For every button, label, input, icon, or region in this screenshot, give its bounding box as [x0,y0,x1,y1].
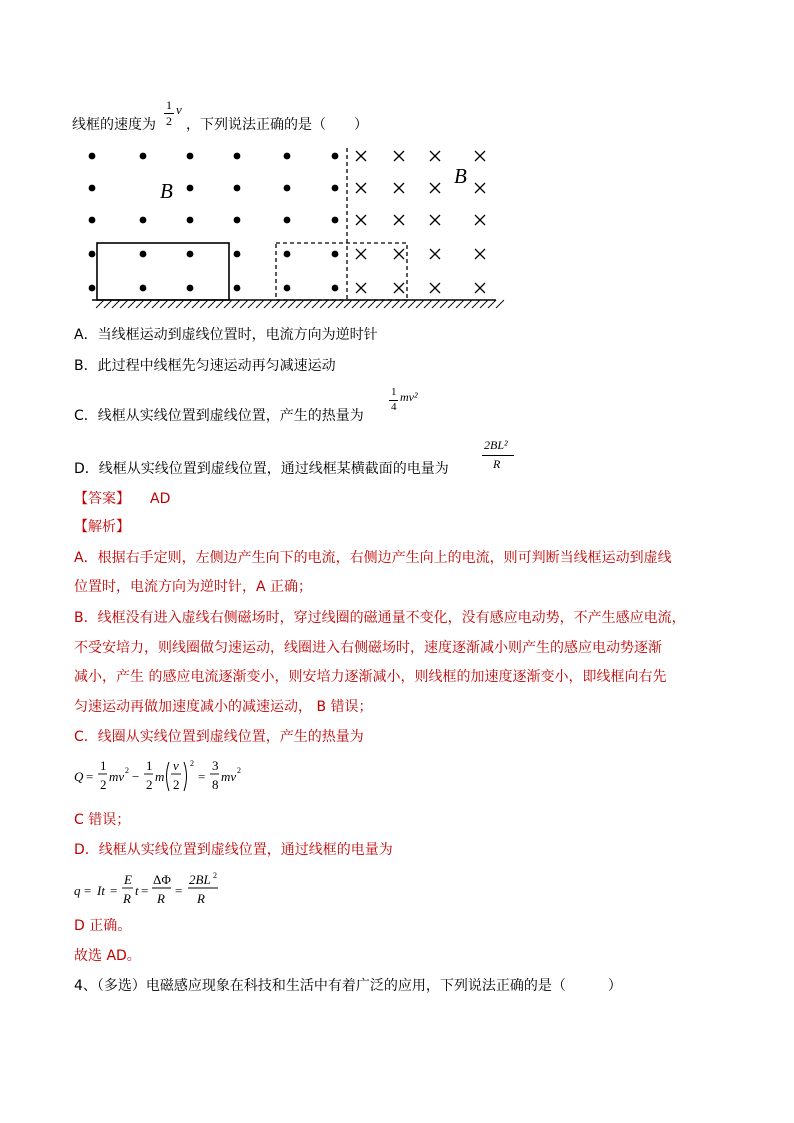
hatch-stroke [448,300,456,308]
svg-text:3: 3 [212,758,219,773]
field-dot [89,285,96,292]
field-dot [140,285,147,292]
hatch-stroke [232,300,240,308]
field-dot [284,153,291,160]
ground-hatching [96,300,504,308]
hatch-stroke [328,300,336,308]
next-question: 4、（多选）电磁感应现象在科技和生活中有着广泛的应用，下列说法正确的是（ ） [74,978,622,994]
frac-variable: v [176,102,182,117]
hatch-stroke [152,300,160,308]
field-cross [430,283,440,293]
field-dot [187,251,194,258]
svg-text:m: m [155,769,165,784]
hatch-stroke [200,300,208,308]
svg-text:t: t [135,883,139,898]
svg-text:2: 2 [100,777,107,792]
field-dot [140,153,147,160]
answer-value: AD [150,491,171,507]
analysis-line-6: 匀速运动再做加速度减小的减速运动， B 错误； [74,699,373,715]
hatch-stroke [352,300,360,308]
hatch-stroke [320,300,328,308]
svg-text:q: q [74,883,81,898]
svg-text:1: 1 [100,758,107,773]
field-cross [394,283,404,293]
svg-text:R: R [157,891,165,906]
field-dot [89,251,96,258]
field-dot [332,251,339,258]
hatch-stroke [296,300,304,308]
coil-solid-position [97,243,229,300]
hatch-stroke [264,300,272,308]
svg-text:Q: Q [74,769,84,784]
hatch-stroke [136,300,144,308]
field-dot [234,251,241,258]
option-d: D．线框从实线位置到虚线位置，通过线框某横截面的电量为 [74,461,449,477]
hatch-stroke [96,300,104,308]
svg-text:It: It [97,883,105,898]
field-cross [430,249,440,259]
field-dot [284,217,291,224]
field-cross [475,151,485,161]
field-cross [356,283,366,293]
answer-label: 【答案】 [74,491,130,507]
field-cross [475,215,485,225]
hatch-stroke [360,300,368,308]
analysis-conclusion: 故选 AD。 [74,948,141,964]
hatch-stroke [216,300,224,308]
magnetic-field-diagram [0,0,794,330]
field-dot [234,285,241,292]
frac-denominator: 2 [166,114,172,128]
hatch-stroke [112,300,120,308]
field-cross [356,215,366,225]
hatch-stroke [192,300,200,308]
hatch-stroke [400,300,408,308]
field-cross [356,151,366,161]
stem-text-after: ，下列说法正确的是（ ） [186,117,368,133]
svg-text:mv: mv [109,769,125,784]
hatch-stroke [304,300,312,308]
field-dot [140,217,147,224]
field-dot [234,185,241,192]
hatch-stroke [416,300,424,308]
option-c: C．线框从实线位置到虚线位置，产生的热量为 [74,408,364,424]
svg-text:2: 2 [190,759,194,768]
hatch-stroke [128,300,136,308]
field-cross [475,249,485,259]
svg-text:8: 8 [212,777,219,792]
field-cross [394,215,404,225]
option-c-frac-num: 1 [391,386,397,398]
hatch-stroke [104,300,112,308]
svg-text:ΔΦ: ΔΦ [153,872,171,887]
hatch-stroke [344,300,352,308]
field-dot [332,285,339,292]
option-d-frac-den: R [493,457,501,471]
field-cross [356,249,366,259]
field-cross [394,151,404,161]
svg-text:2: 2 [125,766,129,775]
analysis-line-5: 减小，产生 的感应电流逐渐变小，则安培力逐渐减小，则线框的加速度逐渐变小，即线框向右先 [74,669,667,685]
field-dot [187,285,194,292]
stem-text-before: 线框的速度为 [72,117,156,133]
field-dot [187,153,194,160]
field-dot [187,185,194,192]
field-dot [234,217,241,224]
svg-text:=: = [110,883,118,898]
field-cross [430,151,440,161]
hatch-stroke [392,300,400,308]
analysis-line-8: D．线框从实线位置到虚线位置，通过线框的电量为 [74,842,393,858]
field-cross [430,215,440,225]
field-cross [356,183,366,193]
hatch-stroke [208,300,216,308]
option-b: B．此过程中线框先匀速运动再匀减速运动 [74,358,336,374]
hatch-stroke [472,300,480,308]
field-cross [394,183,404,193]
field-dot [234,153,241,160]
hatch-stroke [272,300,280,308]
svg-text:1: 1 [146,758,153,773]
svg-text:R: R [123,891,131,906]
svg-text:mv: mv [221,769,237,784]
option-d-frac-num: 2BL² [484,438,508,452]
hatch-stroke [224,300,232,308]
analysis-line-3: B．线框没有进入虚线右侧磁场时，穿过线圈的磁通量不变化，没有感应电动势，不产生感应电流， [74,610,686,626]
svg-text:2: 2 [146,777,153,792]
analysis-c-wrong: C 错误； [74,812,131,828]
frac-numerator: 1 [166,98,172,112]
analysis-line-2: 位置时，电流方向为逆时针，A 正确； [74,579,313,595]
hatch-stroke [408,300,416,308]
svg-text:=: = [86,769,94,784]
field-dot [89,217,96,224]
svg-text:E: E [124,872,132,887]
hatch-stroke [376,300,384,308]
field-label-left: B [160,179,173,203]
hatch-stroke [432,300,440,308]
analysis-line-4: 不受安培力，则线圈做匀速运动，线圈进入右侧磁场时，速度逐渐减小则产生的感应电动势逐渐 [74,640,662,656]
hatch-stroke [168,300,176,308]
hatch-stroke [368,300,376,308]
hatch-stroke [160,300,168,308]
field-dot [89,153,96,160]
svg-text:2: 2 [237,766,241,775]
field-cross [430,183,440,193]
hatch-stroke [144,300,152,308]
hatch-stroke [248,300,256,308]
analysis-d-right: D 正确。 [74,918,132,934]
svg-text:=: = [175,883,183,898]
svg-text:=: = [198,769,206,784]
hatch-stroke [176,300,184,308]
hatch-stroke [336,300,344,308]
option-c-frac-den: 4 [391,401,397,413]
hatch-stroke [480,300,488,308]
field-dot [284,285,291,292]
svg-text:v: v [173,758,179,773]
hatch-stroke [240,300,248,308]
option-d-frac-bar [482,455,514,456]
field-cross [475,183,485,193]
analysis-label: 【解析】 [74,519,130,535]
field-label-right: B [454,164,467,188]
option-a: A．当线框运动到虚线位置时，电流方向为逆时针 [74,327,378,343]
hatch-stroke [496,300,504,308]
hatch-stroke [120,300,128,308]
analysis-line-7: C．线圈从实线位置到虚线位置，产生的热量为 [74,729,364,745]
svg-text:−: − [132,769,140,784]
svg-text:2: 2 [213,871,217,880]
field-dot [284,251,291,258]
svg-text:=: = [84,883,92,898]
svg-text:2: 2 [173,777,180,792]
hatch-stroke [440,300,448,308]
hatch-stroke [256,300,264,308]
hatch-stroke [312,300,320,308]
field-cross [394,249,404,259]
field-dot [332,153,339,160]
field-cross [475,283,485,293]
hatch-stroke [288,300,296,308]
svg-text:=: = [141,883,149,898]
analysis-line-1: A．根据右手定则，左侧边产生向下的电流，右侧边产生向上的电流，则可判断当线框运动到虚线 [74,550,672,566]
svg-text:2BL: 2BL [189,872,211,887]
hatch-stroke [456,300,464,308]
svg-text:R: R [197,891,205,906]
field-dots-out-of-page [89,153,339,292]
field-dot [332,185,339,192]
hatch-stroke [280,300,288,308]
hatch-stroke [184,300,192,308]
coil-dashed-position [276,243,407,300]
hatch-stroke [384,300,392,308]
field-dot [332,217,339,224]
option-c-expression: mv² [400,390,418,404]
hatch-stroke [424,300,432,308]
hatch-stroke [488,300,496,308]
field-dot [140,251,147,258]
field-dot [89,185,96,192]
field-dot [187,217,194,224]
hatch-stroke [464,300,472,308]
field-dot [284,185,291,192]
